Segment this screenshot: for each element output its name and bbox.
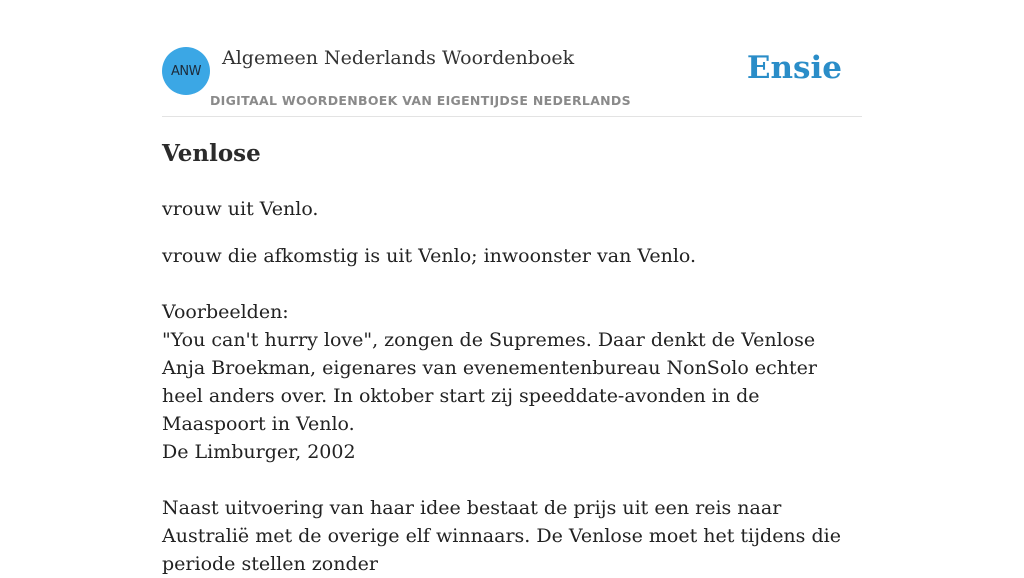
examples-label: Voorbeelden: xyxy=(162,301,289,323)
anw-logo[interactable]: ANW xyxy=(162,47,210,95)
example-item xyxy=(162,326,862,466)
short-definition: vrouw uit Venlo. xyxy=(162,198,319,220)
site-subtitle: DIGITAAL WOORDENBOEK VAN EIGENTIJDSE NEDERLANDS xyxy=(210,93,631,108)
ensie-brand-link[interactable]: Ensie xyxy=(746,50,842,86)
site-header xyxy=(162,46,862,117)
example-source: De Limburger, 2002 xyxy=(162,441,356,463)
example-text: "You can't hurry love", zongen de Supremes. Daar denkt de Venlose Anja Broekman, eigenares van evenementenbureau NonSolo echter heel anders over. In oktober start zij speeddate-avonden in de Maaspoort in Venlo. xyxy=(162,329,817,435)
entry-content xyxy=(162,138,862,578)
long-definition: vrouw die afkomstig is uit Venlo; inwoonster van Venlo. xyxy=(162,245,697,267)
entry-headword: Venlose xyxy=(162,140,261,167)
site-title[interactable]: Algemeen Nederlands Woordenboek xyxy=(222,47,575,69)
example-text: Naast uitvoering van haar idee bestaat de prijs uit een reis naar Australië met de overige elf winnaars. De Venlose moet het tijdens die periode stellen zonder xyxy=(162,497,841,575)
example-item xyxy=(162,494,862,578)
